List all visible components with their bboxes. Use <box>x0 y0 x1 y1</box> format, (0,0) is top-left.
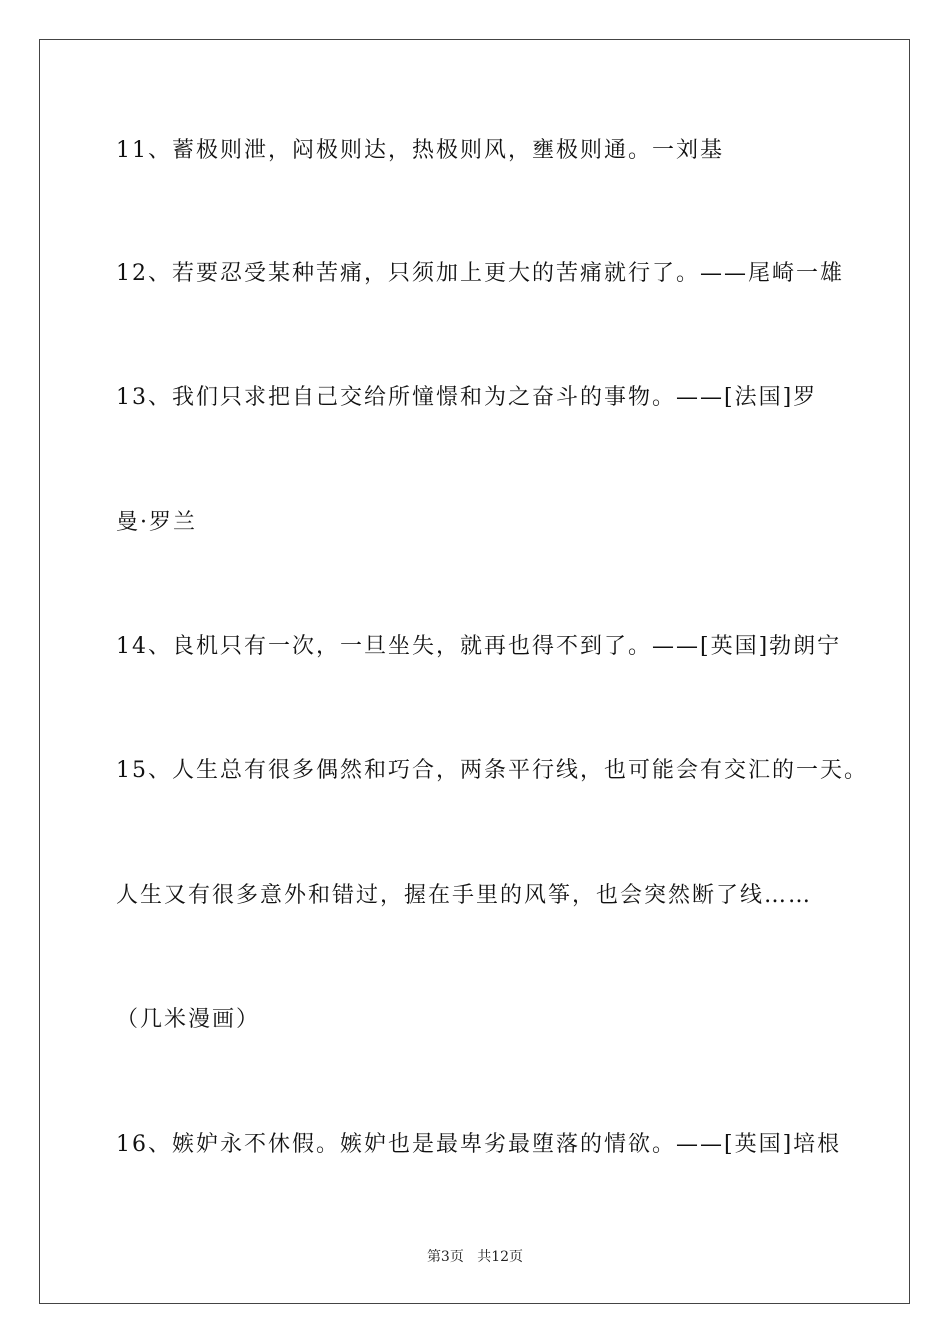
quote-14: 14、良机只有一次，一旦坐失，就再也得不到了。——[英国]勃朗宁 <box>116 634 842 659</box>
quote-16: 16、嫉妒永不休假。嫉妒也是最卑劣最堕落的情欲。——[英国]培根 <box>116 1132 842 1157</box>
quote-11: 11、蓄极则泄，闷极则达，热极则风，壅极则通。一刘基 <box>116 138 724 163</box>
page-number: 第3页 <box>426 1249 464 1265</box>
quote-15-line-3: （几米漫画） <box>116 1007 261 1032</box>
quote-15-line-2: 人生又有很多意外和错过，握在手里的风筝，也会突然断了线…… <box>116 883 813 908</box>
quote-13-line-1: 13、我们只求把自己交给所憧憬和为之奋斗的事物。——[法国]罗 <box>116 385 818 410</box>
quote-15-line-1: 15、人生总有很多偶然和巧合，两条平行线，也可能会有交汇的一天。 <box>116 758 868 783</box>
quote-13-line-2: 曼·罗兰 <box>116 510 197 535</box>
page-footer <box>0 1247 950 1267</box>
quote-12: 12、若要忍受某种苦痛，只须加上更大的苦痛就行了。——尾崎一雄 <box>116 261 844 286</box>
page-total: 共12页 <box>477 1249 524 1265</box>
page-border <box>39 39 910 1304</box>
